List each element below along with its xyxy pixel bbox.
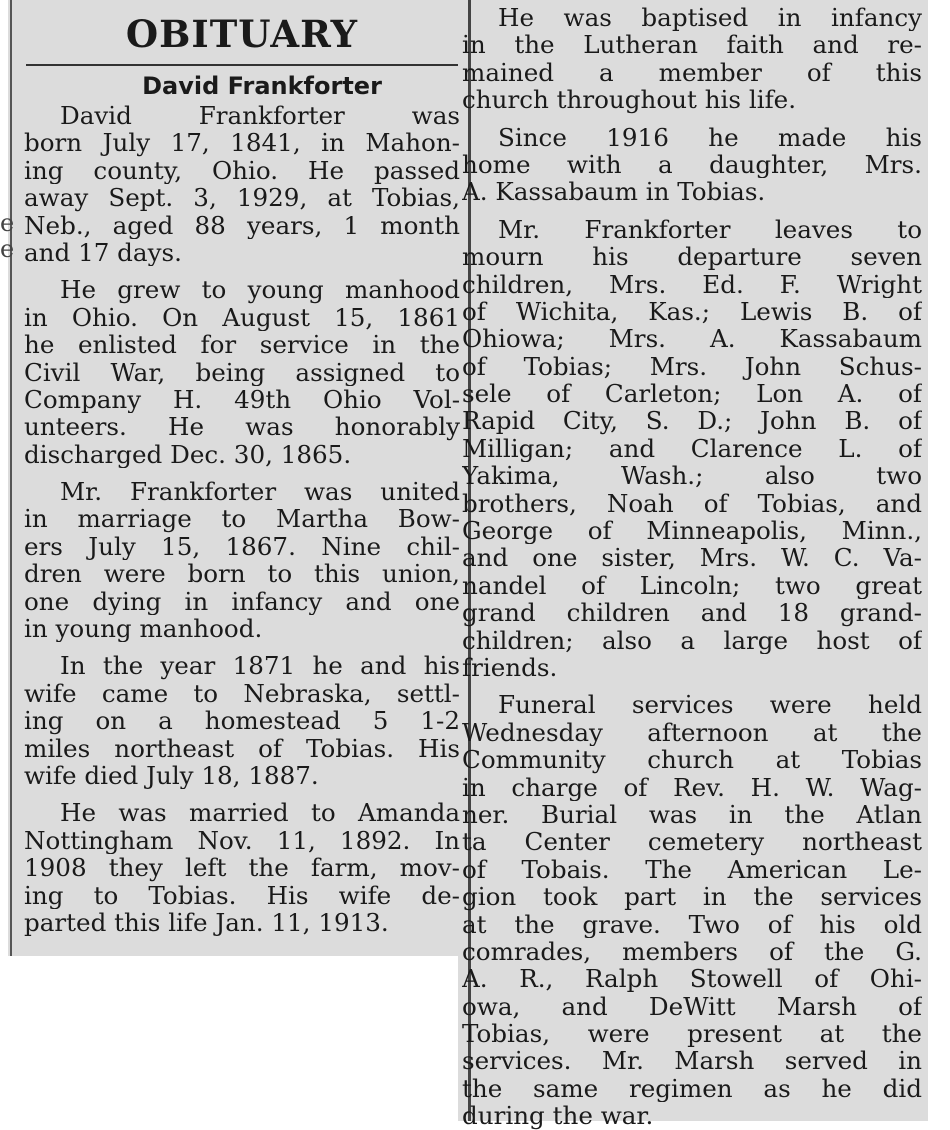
text-line: in young manhood. [24,615,263,643]
paragraph [462,4,922,114]
paragraph [462,691,922,1129]
text-line: children, Mrs. Ed. F. Wright [462,270,922,298]
paragraph [462,216,922,682]
text-line: nandel of Lincoln; two great [462,571,922,600]
text-line: of Wichita, Kas.; Lewis B. of [462,297,922,326]
text-line: gion took part in the services [462,883,922,911]
text-line: born July 17, 1841, in Mahon- [24,129,460,157]
text-line: He grew to young manhood [60,276,460,304]
text-line: ta Center cemetery northeast [462,828,922,856]
text-line: owa, and DeWitt Marsh of [462,992,922,1021]
text-line: Community church at Tobias [462,746,922,774]
paragraph [24,478,460,642]
text-line: Civil War, being assigned to [24,358,460,386]
text-line: George of Minneapolis, Minn., [462,517,922,545]
paragraph [24,276,460,468]
clipping-left-edge [10,0,12,956]
text-line: wife died July 18, 1887. [24,761,319,790]
text-line: Mr. Frankforter leaves to [498,215,922,244]
margin-mark: e [0,235,15,263]
text-line: Since 1916 he made his [498,123,922,151]
text-line: in Ohio. On August 15, 1861 [24,303,460,332]
text-line: Funeral services were held [498,691,922,719]
text-line: Neb., aged 88 years, 1 month [24,211,460,239]
paragraph-gap [24,789,460,799]
text-line: at the grave. Two of his old [462,910,922,938]
text-line: children; also a large host of [462,626,922,654]
paragraph [24,652,460,789]
text-line: friends. [462,653,558,682]
text-line: and one sister, Mrs. W. C. Va- [462,544,922,572]
left-column [24,6,460,936]
text-line: one dying in infancy and one [24,587,460,616]
text-line: church throughout his life. [462,86,797,114]
paragraph-gap [24,468,460,478]
text-line: Wednesday afternoon at the [462,718,922,747]
text-line: of Tobias; Mrs. John Schus- [462,352,922,381]
text-line: He was baptised in infancy [498,4,922,32]
text-line: Ohiowa; Mrs. A. Kassabaum [462,325,922,353]
text-line: miles northeast of Tobias. His [24,734,460,762]
text-line: discharged Dec. 30, 1865. [24,440,352,469]
text-line: during the war. [462,1102,654,1130]
text-line: He was married to Amanda [60,799,460,827]
text-line: services. Mr. Marsh served in [462,1047,922,1075]
text-line: and 17 days. [24,238,182,267]
text-line: dren were born to this union, [24,560,460,588]
text-line: Company H. 49th Ohio Vol- [24,385,460,414]
paragraph-gap [462,206,922,216]
text-line: ing to Tobias. His wife de- [24,881,460,909]
paragraph-gap [462,681,922,691]
text-line: in marriage to Martha Bow- [24,505,460,533]
text-line: Milligan; and Clarence L. of [462,434,922,463]
text-line: in the Lutheran faith and re- [462,31,922,59]
text-line: A. Kassabaum in Tobias. [462,178,766,206]
text-line: mained a member of this [462,58,922,87]
text-line: Yakima, Wash.; also two [462,462,922,490]
text-line: ing on a homestead 5 1-2 [24,707,460,735]
text-line: parted this life Jan. 11, 1913. [24,908,389,937]
margin-mark: e [0,209,15,237]
text-line: wife came to Nebraska, settl- [24,679,460,708]
text-line: the same regimen as he did [462,1074,922,1103]
masthead: OBITUARY [125,12,359,56]
text-line: home with a daughter, Mrs. [462,150,922,179]
text-line: A. R., Ralph Stowell of Ohi- [462,965,922,993]
right-column-text [462,4,922,1130]
paragraph [24,799,460,936]
text-line: of Tobais. The American Le- [462,855,922,884]
text-line: sele of Carleton; Lon A. of [462,380,922,408]
text-line: ner. Burial was in the Atlan [462,800,922,829]
paragraph [462,124,922,206]
text-line: Mr. Frankforter was united [60,478,460,506]
text-line: ers July 15, 1867. Nine chil- [24,532,460,561]
text-line: Tobias, were present at the [462,1020,922,1048]
text-line: 1908 they left the farm, mov- [24,854,460,882]
left-column-text [24,102,460,936]
headline: David Frankforter [142,72,382,100]
text-line: Nottingham Nov. 11, 1892. In [24,826,460,855]
text-line: mourn his departure seven [462,243,922,271]
paragraph-gap [24,642,460,652]
paragraph-gap [24,266,460,276]
text-line: away Sept. 3, 1929, at Tobias, [24,184,460,212]
text-line: In the year 1871 he and his [60,652,460,680]
masthead-rule [26,64,458,66]
text-line: grand children and 18 grand- [462,599,922,627]
paragraph [24,102,460,266]
text-line: unteers. He was honorably [24,413,460,441]
paragraph-gap [462,114,922,124]
text-line: ing county, Ohio. He passed [24,156,460,185]
margin-marks [0,210,14,262]
text-line: David Frankforter was [60,102,460,130]
text-line: brothers, Noah of Tobias, and [462,489,922,518]
text-line: he enlisted for service in the [24,331,460,359]
text-line: in charge of Rev. H. W. Wag- [462,773,922,801]
right-column [462,4,922,1130]
text-line: comrades, members of the G. [462,937,922,966]
text-line: Rapid City, S. D.; John B. of [462,407,922,435]
